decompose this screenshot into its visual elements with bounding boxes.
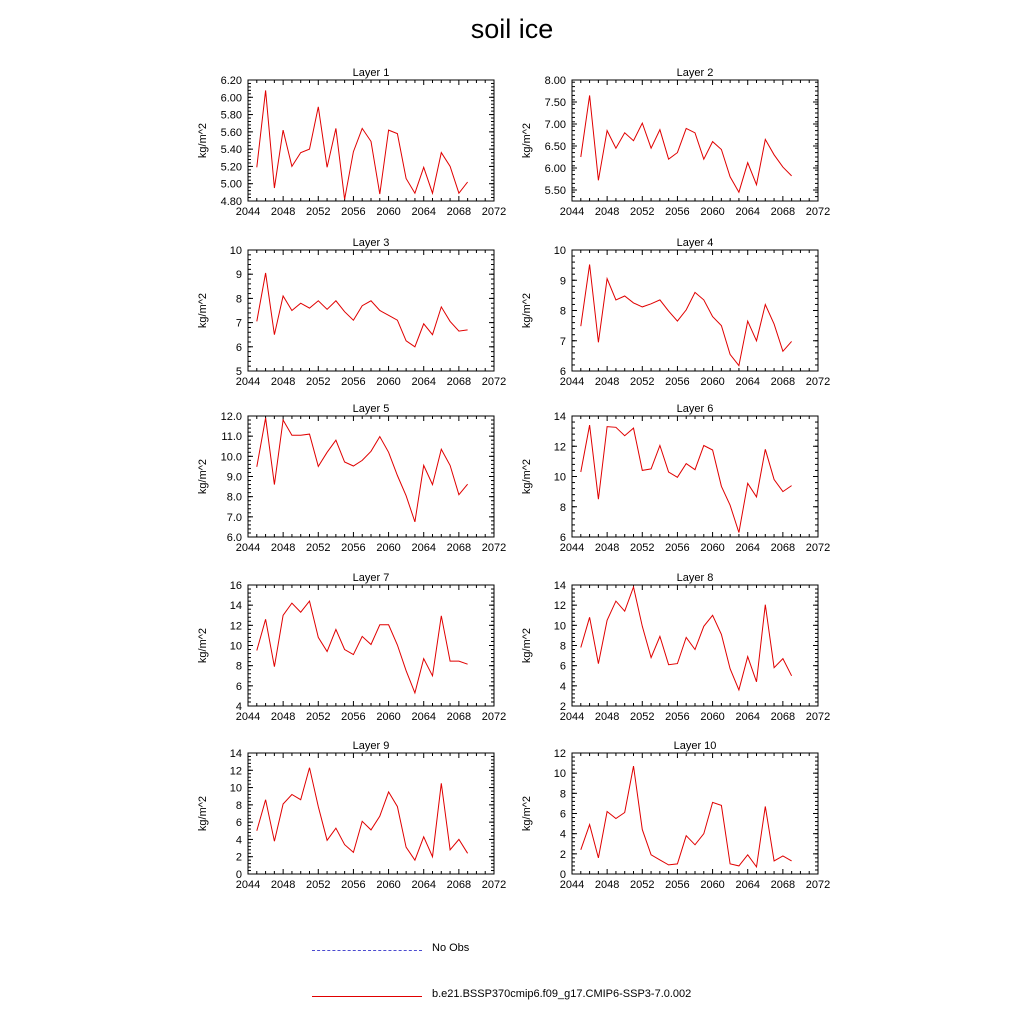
y-tick-label: 5.20 [220, 161, 242, 174]
x-tick-label: 2064 [411, 376, 436, 388]
plot-frame [572, 80, 818, 201]
x-tick-label: 2056 [665, 206, 690, 218]
y-tick-label: 7 [559, 335, 566, 348]
x-tick-label: 2056 [341, 206, 366, 218]
x-tick-label: 2056 [665, 711, 690, 723]
x-tick-label: 2052 [630, 879, 655, 891]
y-tick-label: 8 [235, 293, 242, 306]
x-tick-label: 2048 [270, 376, 296, 388]
y-tick-label: 12 [553, 441, 566, 454]
y-tick-label: 6.20 [220, 75, 242, 87]
y-tick-label: 8 [559, 788, 566, 801]
x-tick-label: 2060 [376, 376, 401, 388]
x-tick-label: 2068 [770, 542, 796, 554]
y-tick-label: 7 [235, 317, 242, 330]
figure-title: soil ice [470, 14, 554, 44]
x-tick-label: 2052 [630, 206, 655, 218]
x-tick-label: 2056 [665, 542, 690, 554]
x-tick-label: 2072 [481, 206, 507, 218]
chart-panel-1 [197, 67, 506, 218]
series-line [581, 587, 792, 690]
series-line [581, 425, 792, 532]
series-line [581, 766, 792, 867]
legend-no-obs-label: No Obs [432, 942, 470, 954]
y-tick-label: 5 [235, 366, 242, 378]
x-tick-label: 2048 [594, 542, 620, 554]
x-tick-label: 2064 [735, 376, 760, 388]
y-axis-label: kg/m^2 [197, 458, 209, 495]
y-tick-label: 14 [553, 411, 566, 423]
y-tick-label: 8 [559, 501, 566, 514]
legend-model-run-label: b.e21.BSSP370cmip6.f09_g17.CMIP6-SSP3-7.0.002 [432, 988, 692, 1000]
y-tick-label: 10.0 [220, 451, 242, 464]
series-line [257, 90, 468, 199]
x-tick-label: 2064 [735, 711, 760, 723]
y-tick-label: 2 [235, 851, 242, 864]
x-tick-label: 2044 [235, 879, 261, 891]
x-tick-label: 2060 [700, 879, 725, 891]
panel-title: Layer 1 [352, 67, 390, 79]
x-tick-label: 2056 [341, 542, 366, 554]
x-tick-label: 2048 [594, 376, 620, 388]
x-tick-label: 2048 [594, 879, 620, 891]
x-tick-label: 2060 [376, 879, 401, 891]
x-tick-label: 2060 [700, 711, 725, 723]
panel-title: Layer 3 [352, 237, 390, 249]
y-tick-label: 6 [235, 341, 242, 354]
y-tick-label: 8 [235, 660, 242, 673]
x-tick-label: 2056 [341, 711, 366, 723]
y-tick-label: 6 [235, 680, 242, 693]
plot-frame [248, 250, 494, 371]
chart-panel-2 [521, 67, 830, 218]
x-tick-label: 2044 [235, 376, 261, 388]
series-line [257, 418, 468, 522]
x-tick-label: 2056 [341, 376, 366, 388]
y-axis-label: kg/m^2 [197, 795, 209, 832]
y-tick-label: 9 [559, 275, 566, 288]
x-tick-label: 2068 [446, 542, 472, 554]
y-tick-label: 5.60 [220, 126, 242, 139]
y-tick-label: 5.80 [220, 109, 242, 122]
x-tick-label: 2072 [805, 711, 831, 723]
y-tick-label: 12.0 [220, 411, 242, 423]
y-axis-label: kg/m^2 [197, 627, 209, 664]
x-tick-label: 2072 [805, 206, 831, 218]
y-tick-label: 5.50 [544, 185, 566, 197]
y-tick-label: 12 [553, 600, 566, 613]
panel-title: Layer 7 [352, 572, 390, 584]
y-tick-label: 7.50 [544, 97, 566, 109]
x-tick-label: 2052 [306, 206, 331, 218]
y-tick-label: 5.00 [220, 178, 242, 191]
plot-frame [248, 416, 494, 537]
x-tick-label: 2044 [559, 376, 585, 388]
panel-title: Layer 4 [676, 237, 714, 249]
x-tick-label: 2068 [446, 376, 472, 388]
x-tick-label: 2052 [306, 376, 331, 388]
plot-frame [572, 250, 818, 371]
y-tick-label: 14 [229, 600, 242, 613]
y-tick-label: 10 [229, 640, 242, 653]
chart-panel-4 [521, 237, 830, 388]
y-tick-label: 9.0 [226, 471, 242, 484]
y-tick-label: 6 [559, 808, 566, 821]
plot-frame [248, 80, 494, 201]
y-tick-label: 5.40 [220, 144, 242, 157]
panel-title: Layer 8 [676, 572, 714, 584]
x-tick-label: 2056 [341, 879, 366, 891]
y-axis-label: kg/m^2 [521, 292, 533, 329]
y-tick-label: 4 [559, 680, 566, 693]
y-tick-label: 12 [553, 748, 566, 760]
x-tick-label: 2064 [411, 711, 436, 723]
x-tick-label: 2068 [770, 376, 796, 388]
x-tick-label: 2044 [559, 206, 585, 218]
y-tick-label: 6.00 [220, 92, 242, 105]
x-tick-label: 2072 [481, 711, 507, 723]
legend-solid-line-sample [312, 996, 422, 997]
x-tick-label: 2072 [481, 376, 507, 388]
x-tick-label: 2072 [805, 542, 831, 554]
y-tick-label: 8.0 [226, 491, 242, 504]
x-tick-label: 2068 [446, 711, 472, 723]
y-tick-label: 10 [553, 471, 566, 484]
y-tick-label: 6 [559, 366, 566, 378]
y-tick-label: 6.00 [544, 163, 566, 175]
y-axis-label: kg/m^2 [521, 458, 533, 495]
y-tick-label: 6 [559, 660, 566, 673]
y-tick-label: 12 [229, 765, 242, 778]
chart-panel-3 [197, 237, 506, 388]
x-tick-label: 2052 [630, 376, 655, 388]
chart-panel-5 [197, 403, 506, 554]
x-tick-label: 2048 [270, 711, 296, 723]
y-tick-label: 10 [229, 782, 242, 795]
x-tick-label: 2064 [735, 879, 760, 891]
plot-frame [248, 753, 494, 874]
x-tick-label: 2044 [235, 542, 261, 554]
y-axis-label: kg/m^2 [197, 292, 209, 329]
legend-dashed-line-sample [312, 950, 422, 951]
y-tick-label: 7.00 [544, 119, 566, 131]
y-tick-label: 4 [235, 834, 242, 847]
y-tick-label: 6.50 [544, 141, 566, 153]
y-axis-label: kg/m^2 [521, 795, 533, 832]
x-tick-label: 2072 [481, 879, 507, 891]
y-tick-label: 2 [559, 848, 566, 861]
x-tick-label: 2060 [700, 376, 725, 388]
y-tick-label: 11.0 [221, 431, 242, 444]
series-line [257, 601, 468, 693]
x-tick-label: 2060 [700, 542, 725, 554]
x-tick-label: 2048 [270, 206, 296, 218]
x-tick-label: 2064 [411, 879, 436, 891]
x-tick-label: 2064 [735, 542, 760, 554]
series-line [257, 768, 468, 861]
x-tick-label: 2068 [770, 711, 796, 723]
y-axis-label: kg/m^2 [197, 122, 209, 159]
x-tick-label: 2044 [559, 542, 585, 554]
y-tick-label: 8 [559, 305, 566, 318]
x-tick-label: 2044 [559, 879, 585, 891]
x-tick-label: 2064 [411, 542, 436, 554]
panel-title: Layer 2 [676, 67, 714, 79]
y-tick-label: 16 [229, 580, 242, 592]
x-tick-label: 2068 [446, 206, 472, 218]
y-tick-label: 10 [553, 768, 566, 781]
y-axis-label: kg/m^2 [521, 122, 533, 159]
y-tick-label: 8 [559, 640, 566, 653]
x-tick-label: 2048 [270, 879, 296, 891]
y-tick-label: 7.0 [226, 511, 242, 524]
panel-title: Layer 10 [673, 740, 717, 752]
x-tick-label: 2068 [770, 206, 796, 218]
y-tick-label: 10 [553, 245, 566, 257]
plot-frame [572, 585, 818, 706]
x-tick-label: 2052 [306, 879, 331, 891]
y-tick-label: 6.0 [226, 532, 242, 544]
y-axis-label: kg/m^2 [521, 627, 533, 664]
x-tick-label: 2072 [481, 542, 507, 554]
y-tick-label: 8 [235, 799, 242, 812]
y-tick-label: 12 [229, 620, 242, 633]
y-tick-label: 14 [553, 580, 566, 592]
x-tick-label: 2052 [306, 711, 331, 723]
y-tick-label: 6 [559, 532, 566, 544]
x-tick-label: 2064 [735, 206, 760, 218]
x-tick-label: 2044 [559, 711, 585, 723]
x-tick-label: 2072 [805, 879, 831, 891]
x-tick-label: 2068 [446, 879, 472, 891]
x-tick-label: 2048 [594, 711, 620, 723]
x-tick-label: 2056 [665, 879, 690, 891]
y-tick-label: 9 [235, 269, 242, 282]
y-tick-label: 4.80 [220, 196, 242, 208]
chart-panel-8 [521, 572, 830, 723]
y-tick-label: 10 [229, 245, 242, 257]
x-tick-label: 2068 [770, 879, 796, 891]
series-line [581, 265, 792, 366]
x-tick-label: 2060 [376, 542, 401, 554]
y-tick-label: 0 [559, 869, 566, 881]
x-tick-label: 2048 [270, 542, 296, 554]
chart-panel-7 [197, 572, 506, 723]
y-tick-label: 0 [235, 869, 242, 881]
y-tick-label: 2 [559, 701, 566, 713]
y-tick-label: 4 [235, 701, 242, 713]
panel-title: Layer 6 [676, 403, 714, 415]
x-tick-label: 2060 [376, 711, 401, 723]
x-tick-label: 2052 [630, 711, 655, 723]
x-tick-label: 2048 [594, 206, 620, 218]
x-tick-label: 2052 [306, 542, 331, 554]
y-tick-label: 14 [229, 748, 242, 760]
panel-title: Layer 9 [352, 740, 390, 752]
x-tick-label: 2072 [805, 376, 831, 388]
y-tick-label: 6 [235, 817, 242, 830]
chart-panel-9 [197, 740, 506, 891]
x-tick-label: 2052 [630, 542, 655, 554]
x-tick-label: 2044 [235, 206, 261, 218]
x-tick-label: 2060 [376, 206, 401, 218]
y-tick-label: 10 [553, 620, 566, 633]
x-tick-label: 2056 [665, 376, 690, 388]
x-tick-label: 2060 [700, 206, 725, 218]
y-tick-label: 8.00 [544, 75, 566, 87]
series-line [581, 95, 792, 192]
plot-frame [248, 585, 494, 706]
series-line [257, 273, 468, 347]
x-tick-label: 2044 [235, 711, 261, 723]
plot-frame [572, 416, 818, 537]
chart-panel-6 [521, 403, 830, 554]
x-tick-label: 2064 [411, 206, 436, 218]
panel-title: Layer 5 [352, 403, 390, 415]
chart-panel-10 [521, 740, 830, 891]
y-tick-label: 4 [559, 828, 566, 841]
